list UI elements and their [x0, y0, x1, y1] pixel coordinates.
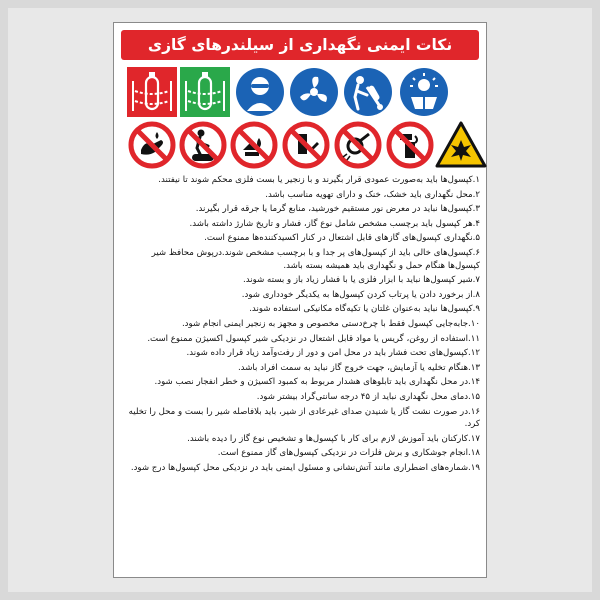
- no-lubricating-valve-icon: [385, 120, 435, 170]
- rule-item: ۱.کپسول‌ها باید به‌صورت عمودی قرار بگیرند و با زنجیر یا بست فلزی محکم شوند تا نیفتند.: [158, 175, 480, 185]
- rule-item: ۸.از برخورد دادن یا پرتاب کردن کپسول‌ها به یکدیگر خودداری شود.: [241, 289, 480, 300]
- explosion-warning-icon: [435, 120, 487, 170]
- wear-glasses-icon: [235, 67, 285, 117]
- rule-item: ۳.کپسول‌ها نباید در معرض نور مستقیم خورشید، منابع گرما یا جرقه قرار بگیرند.: [195, 204, 480, 215]
- no-oil-hands-icon: [127, 120, 177, 170]
- rule-item: ۱۳.هنگام تخلیه یا آزمایش، جهت خروج گاز نباید به سمت افراد باشد.: [237, 362, 480, 373]
- mandatory-icon-row: [119, 67, 483, 117]
- rule-item: ۱۸.انجام جوشکاری و برش فلزات در نزدیکی کپسول‌های گاز ممنوع است.: [217, 448, 480, 459]
- rule-item: ۶.کپسول‌های خالی باید از کپسول‌های پر جدا و با برچسب مشخص شوند.درپوش محافظ شیر کپسول‌ها هنگام حمل و نگهداری باید همیشه بسته باشد.: [151, 247, 480, 271]
- rules-list: [122, 174, 480, 474]
- rule-item: ۱۲.کپسول‌های تحت فشار باید در محل امن و دور از رفت‌وآمد زیاد قرار داده شوند.: [186, 348, 480, 359]
- rule-item: ۱۵.دمای محل نگهداری نباید از ۴۵ درجه سانتی‌گراد بیشتر شود.: [256, 391, 480, 402]
- prohibition-icon-row: [119, 120, 483, 170]
- rule-item: ۷.شیر کپسول‌ها نباید با ابزار فلزی یا با فشار زیاد باز و بسته شوند.: [243, 275, 480, 286]
- cylinder-chained-red-icon: [127, 67, 177, 117]
- no-grinding-icon: [333, 120, 383, 170]
- keep-out-of-sun-icon: [399, 67, 449, 117]
- rule-item: ۲.محل نگهداری باید خشک، خنک و دارای تهویه مناسب باشد.: [265, 189, 480, 200]
- use-trolley-icon: [343, 67, 393, 117]
- rule-item: ۹.کپسول‌ها نباید به‌عنوان غلتان یا تکیه‌گاه مکانیکی استفاده شوند.: [249, 304, 480, 315]
- sign-title: نکات ایمنی نگهداری از سیلندرهای گازی: [121, 30, 479, 60]
- no-rolling-cylinder-icon: [178, 120, 228, 170]
- no-tools-icon: [281, 120, 331, 170]
- rule-item: ۵.نگهداری کپسول‌های گازهای قابل اشتعال در کنار اکسیدکننده‌ها ممنوع است.: [204, 233, 480, 244]
- no-flame-icon: [229, 120, 279, 170]
- rule-item: ۴.هر کپسول باید برچسب مشخص شامل نوع گاز، فشار و تاریخ شارژ داشته باشد.: [189, 218, 480, 229]
- rule-item: ۱۷.کارکنان باید آموزش لازم برای کار با کپسول‌ها و تشخیص نوع گاز را دیده باشند.: [187, 433, 480, 444]
- rule-item: ۱۹.شماره‌های اضطراری مانند آتش‌نشانی و مسئول ایمنی باید در نزدیکی محل کپسول‌ها درج شود.: [130, 462, 480, 473]
- ventilation-fan-icon: [289, 67, 339, 117]
- rule-item: ۱۴.در محل نگهداری باید تابلوهای هشدار مربوط به کمبود اکسیژن و خطر انفجار نصب شود.: [154, 377, 480, 388]
- rule-item: ۱۰.جابه‌جایی کپسول فقط با چرخ‌دستی مخصوص و مجهز به زنجیر ایمنی انجام شود.: [181, 318, 480, 329]
- rule-item: ۱۱.استفاده از روغن، گریس یا مواد قابل اشتعال در نزدیکی شیر کپسول اکسیژن ممنوع است.: [147, 333, 480, 344]
- rule-item: ۱۶.در صورت نشت گاز یا شنیدن صدای غیرعادی از شیر، باید بلافاصله شیر را بست و محل را تخلیه کرد.: [128, 406, 480, 430]
- safety-sign: [113, 22, 487, 578]
- cylinder-chained-green-icon: [180, 67, 230, 117]
